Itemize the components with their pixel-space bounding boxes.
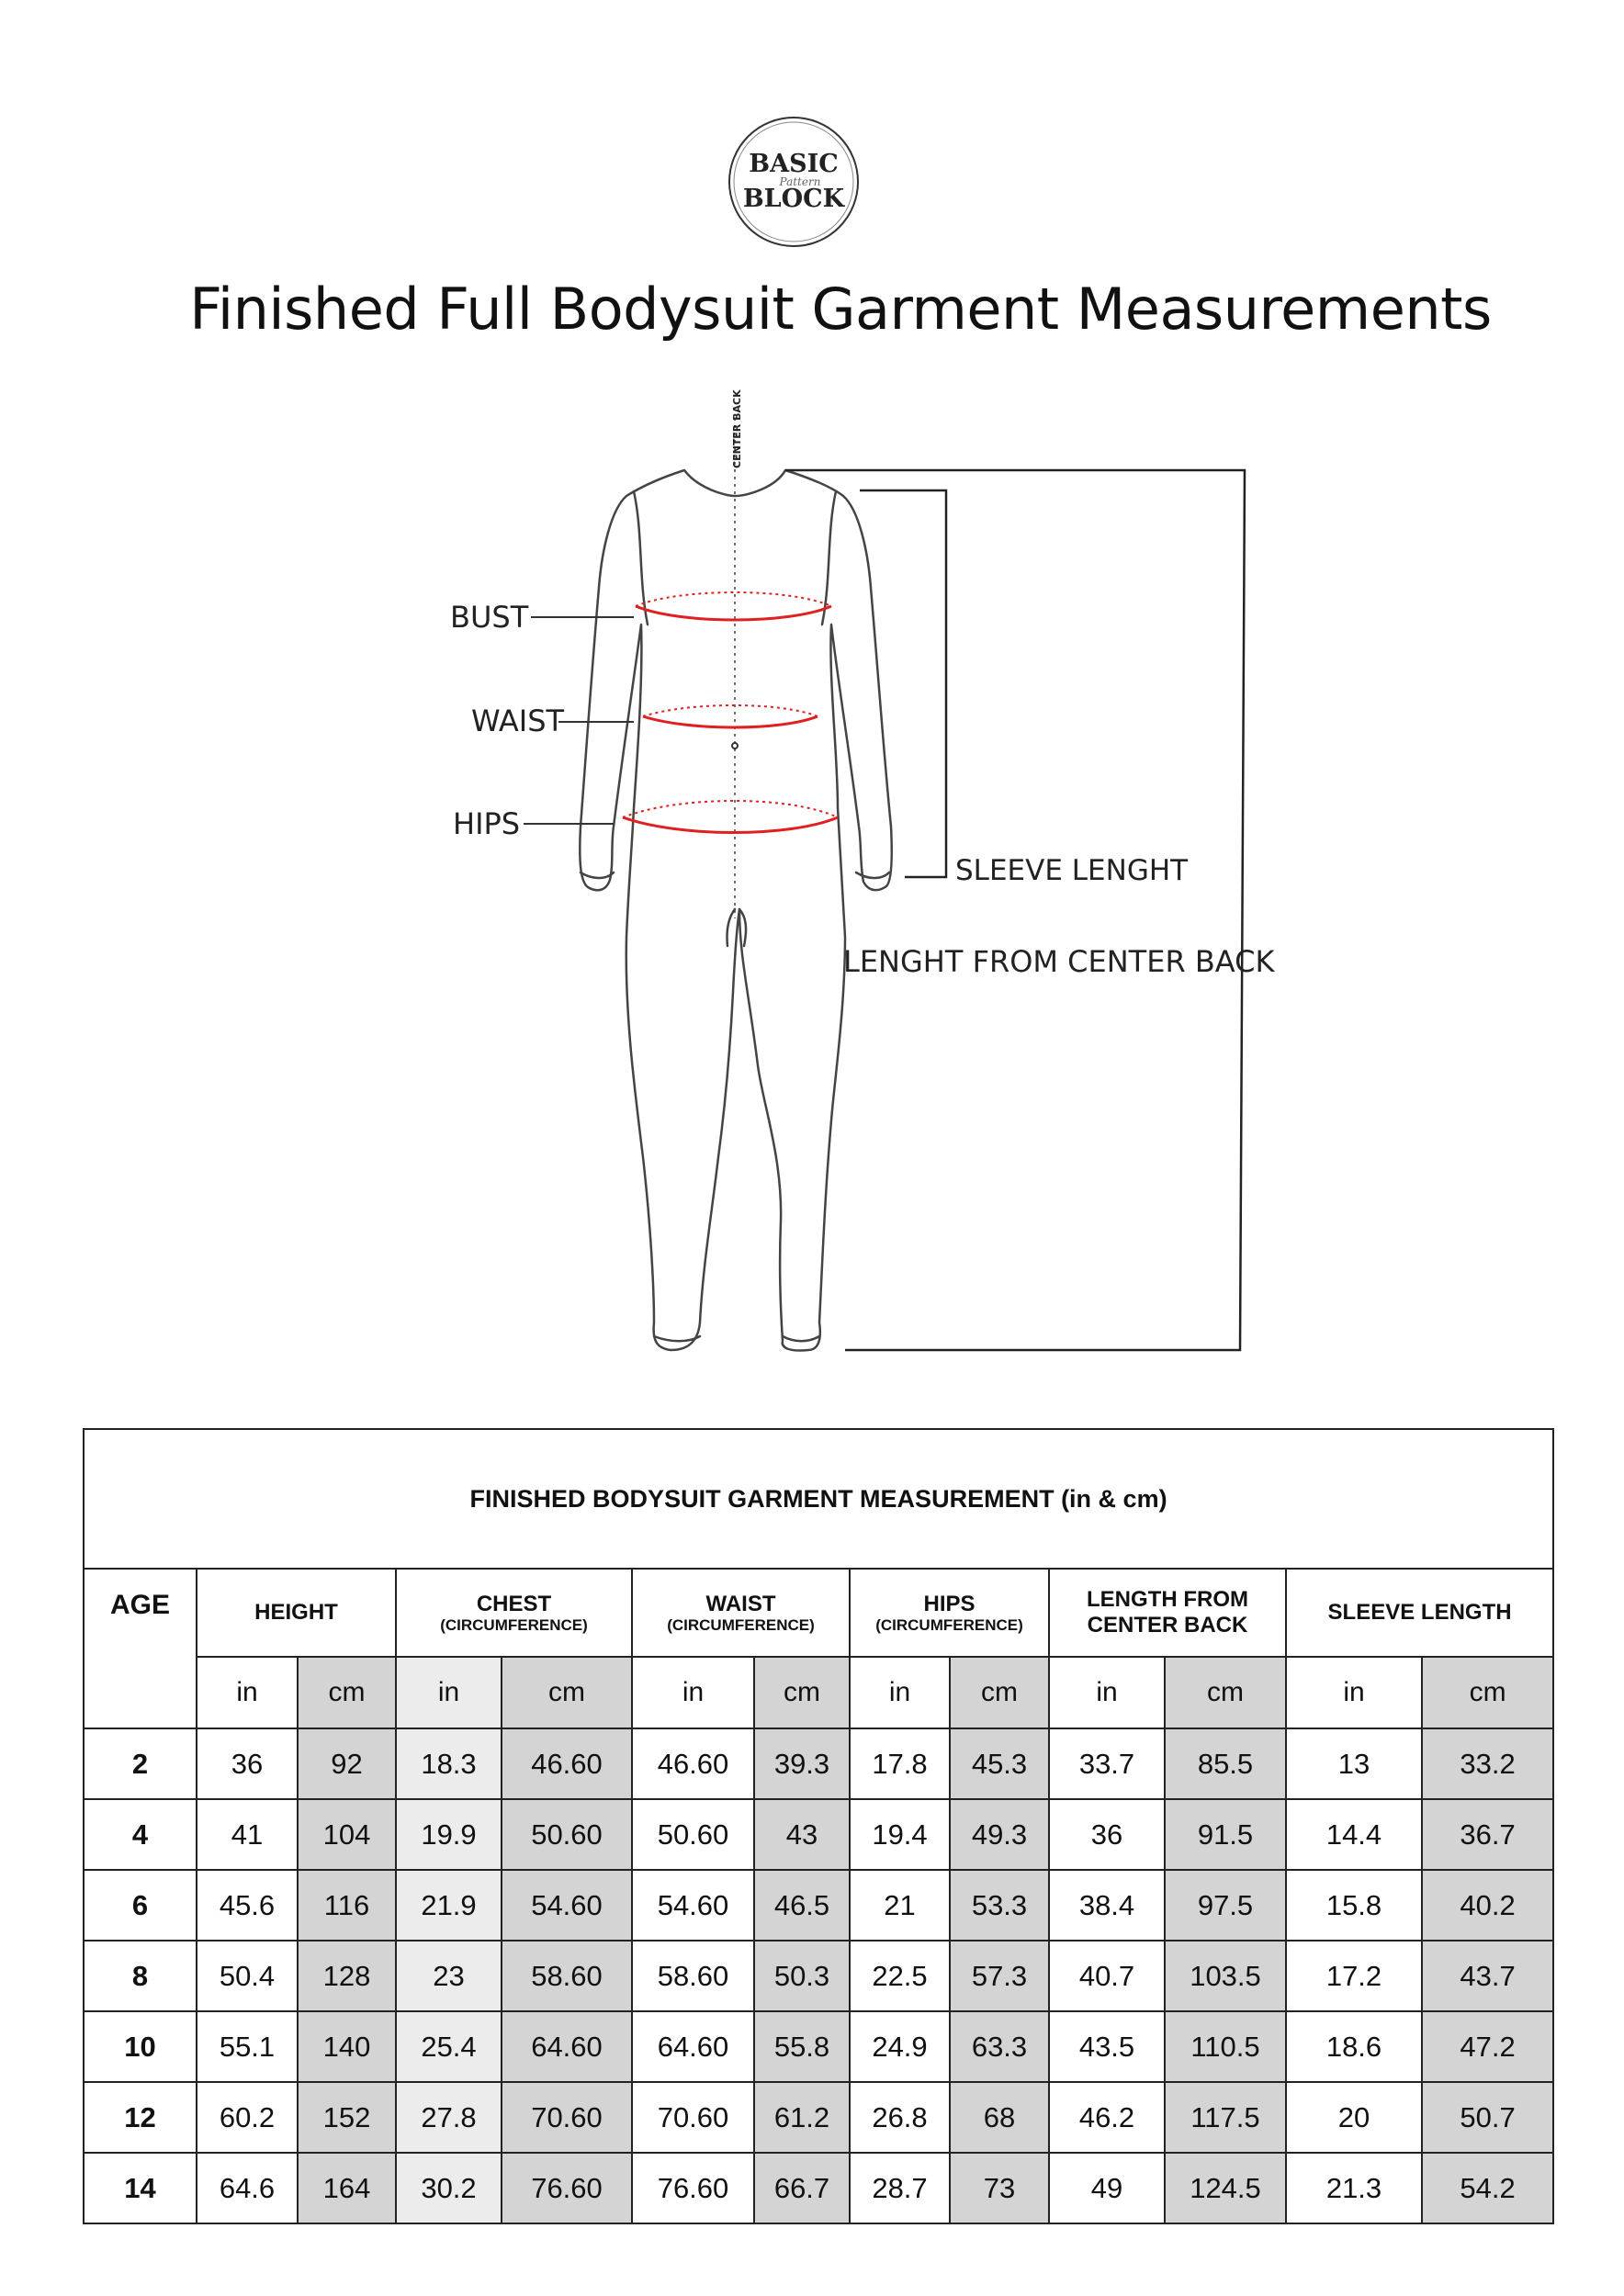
value-cell: 41 bbox=[197, 1799, 298, 1870]
measurement-table-wrap bbox=[83, 1428, 1552, 2224]
value-cell: 36 bbox=[197, 1728, 298, 1799]
value-cell: 124.5 bbox=[1165, 2153, 1286, 2223]
value-cell: 97.5 bbox=[1165, 1870, 1286, 1941]
logo-script: Pattern bbox=[779, 175, 821, 188]
logo-line-2: BLOCK bbox=[742, 185, 845, 213]
value-cell: 40.2 bbox=[1422, 1870, 1553, 1941]
value-cell: 46.2 bbox=[1049, 2082, 1165, 2153]
unit-cell: cm bbox=[1165, 1657, 1286, 1728]
value-cell: 15.8 bbox=[1286, 1870, 1422, 1941]
value-cell: 58.60 bbox=[632, 1941, 754, 2011]
age-cell: 4 bbox=[84, 1799, 197, 1870]
value-cell: 70.60 bbox=[632, 2082, 754, 2153]
value-cell: 50.60 bbox=[632, 1799, 754, 1870]
table-title: FINISHED BODYSUIT GARMENT MEASUREMENT (in & cm) bbox=[84, 1429, 1553, 1569]
value-cell: 14.4 bbox=[1286, 1799, 1422, 1870]
unit-cell: in bbox=[197, 1657, 298, 1728]
value-cell: 22.5 bbox=[850, 1941, 950, 2011]
value-cell: 68 bbox=[950, 2082, 1049, 2153]
value-cell: 36 bbox=[1049, 1799, 1165, 1870]
value-cell: 57.3 bbox=[950, 1941, 1049, 2011]
logo-line-1: BASIC bbox=[749, 150, 839, 178]
value-cell: 64.60 bbox=[632, 2011, 754, 2082]
value-cell: 24.9 bbox=[850, 2011, 950, 2082]
value-cell: 54.2 bbox=[1422, 2153, 1553, 2223]
value-cell: 73 bbox=[950, 2153, 1049, 2223]
value-cell: 30.2 bbox=[396, 2153, 502, 2223]
age-cell: 12 bbox=[84, 2082, 197, 2153]
center-back-label: CENTER BACK bbox=[731, 389, 743, 468]
value-cell: 40.7 bbox=[1049, 1941, 1165, 2011]
value-cell: 38.4 bbox=[1049, 1870, 1165, 1941]
value-cell: 45.3 bbox=[950, 1728, 1049, 1799]
value-cell: 50.60 bbox=[502, 1799, 632, 1870]
value-cell: 64.6 bbox=[197, 2153, 298, 2223]
value-cell: 36.7 bbox=[1422, 1799, 1553, 1870]
value-cell: 55.1 bbox=[197, 2011, 298, 2082]
value-cell: 91.5 bbox=[1165, 1799, 1286, 1870]
value-cell: 21.3 bbox=[1286, 2153, 1422, 2223]
length-from-center-back-label: LENGHT FROM CENTER BACK bbox=[843, 944, 1275, 979]
unit-cell: cm bbox=[1422, 1657, 1553, 1728]
unit-cell: cm bbox=[950, 1657, 1049, 1728]
value-cell: 92 bbox=[298, 1728, 396, 1799]
value-cell: 50.3 bbox=[754, 1941, 850, 2011]
value-cell: 46.5 bbox=[754, 1870, 850, 1941]
value-cell: 21 bbox=[850, 1870, 950, 1941]
value-cell: 43.5 bbox=[1049, 2011, 1165, 2082]
unit-cell: in bbox=[850, 1657, 950, 1728]
value-cell: 43.7 bbox=[1422, 1941, 1553, 2011]
waist-header: WAIST (CIRCUMFERENCE) bbox=[632, 1569, 850, 1657]
value-cell: 13 bbox=[1286, 1728, 1422, 1799]
value-cell: 17.2 bbox=[1286, 1941, 1422, 2011]
bust-label: BUST bbox=[450, 600, 529, 635]
chest-header: CHEST (CIRCUMFERENCE) bbox=[396, 1569, 632, 1657]
age-cell: 14 bbox=[84, 2153, 197, 2223]
value-cell: 64.60 bbox=[502, 2011, 632, 2082]
age-header: AGE bbox=[84, 1569, 197, 1728]
table-row bbox=[84, 1870, 1553, 1941]
value-cell: 152 bbox=[298, 2082, 396, 2153]
sleeve-length-label: SLEEVE LENGHT bbox=[955, 854, 1189, 887]
value-cell: 54.60 bbox=[632, 1870, 754, 1941]
value-cell: 164 bbox=[298, 2153, 396, 2223]
sleeve-header: SLEEVE LENGTH bbox=[1286, 1569, 1553, 1657]
value-cell: 46.60 bbox=[632, 1728, 754, 1799]
value-cell: 53.3 bbox=[950, 1870, 1049, 1941]
hips-line bbox=[623, 817, 838, 833]
unit-cell: cm bbox=[502, 1657, 632, 1728]
table-row bbox=[84, 1728, 1553, 1799]
value-cell: 49.3 bbox=[950, 1799, 1049, 1870]
height-header: HEIGHT bbox=[197, 1569, 396, 1657]
value-cell: 23 bbox=[396, 1941, 502, 2011]
value-cell: 20 bbox=[1286, 2082, 1422, 2153]
value-cell: 46.60 bbox=[502, 1728, 632, 1799]
unit-cell: cm bbox=[754, 1657, 850, 1728]
unit-cell: in bbox=[632, 1657, 754, 1728]
value-cell: 33.7 bbox=[1049, 1728, 1165, 1799]
value-cell: 70.60 bbox=[502, 2082, 632, 2153]
measurement-table bbox=[83, 1428, 1554, 2224]
value-cell: 76.60 bbox=[502, 2153, 632, 2223]
value-cell: 27.8 bbox=[396, 2082, 502, 2153]
waist-line bbox=[643, 716, 818, 727]
age-cell: 6 bbox=[84, 1870, 197, 1941]
sleeve-length-bracket bbox=[860, 490, 946, 877]
value-cell: 25.4 bbox=[396, 2011, 502, 2082]
value-cell: 104 bbox=[298, 1799, 396, 1870]
value-cell: 110.5 bbox=[1165, 2011, 1286, 2082]
value-cell: 47.2 bbox=[1422, 2011, 1553, 2082]
table-row bbox=[84, 1799, 1553, 1870]
unit-cell: cm bbox=[298, 1657, 396, 1728]
value-cell: 49 bbox=[1049, 2153, 1165, 2223]
value-cell: 117.5 bbox=[1165, 2082, 1286, 2153]
table-body bbox=[84, 1728, 1553, 2223]
value-cell: 50.4 bbox=[197, 1941, 298, 2011]
waist-label: WAIST bbox=[471, 703, 565, 738]
value-cell: 66.7 bbox=[754, 2153, 850, 2223]
value-cell: 85.5 bbox=[1165, 1728, 1286, 1799]
age-cell: 8 bbox=[84, 1941, 197, 2011]
age-cell: 2 bbox=[84, 1728, 197, 1799]
value-cell: 140 bbox=[298, 2011, 396, 2082]
page-title: Finished Full Bodysuit Garment Measurements bbox=[189, 276, 1492, 343]
value-cell: 45.6 bbox=[197, 1870, 298, 1941]
value-cell: 18.6 bbox=[1286, 2011, 1422, 2082]
hips-header: HIPS (CIRCUMFERENCE) bbox=[850, 1569, 1049, 1657]
unit-cell: in bbox=[1049, 1657, 1165, 1728]
units-row bbox=[84, 1657, 1553, 1728]
value-cell: 103.5 bbox=[1165, 1941, 1286, 2011]
value-cell: 76.60 bbox=[632, 2153, 754, 2223]
bodysuit-outline bbox=[580, 470, 891, 1351]
value-cell: 21.9 bbox=[396, 1870, 502, 1941]
value-cell: 26.8 bbox=[850, 2082, 950, 2153]
bust-line bbox=[636, 606, 831, 620]
value-cell: 33.2 bbox=[1422, 1728, 1553, 1799]
value-cell: 63.3 bbox=[950, 2011, 1049, 2082]
length-from-center-back-bracket bbox=[785, 470, 1245, 1350]
value-cell: 19.4 bbox=[850, 1799, 950, 1870]
value-cell: 18.3 bbox=[396, 1728, 502, 1799]
value-cell: 128 bbox=[298, 1941, 396, 2011]
value-cell: 19.9 bbox=[396, 1799, 502, 1870]
unit-cell: in bbox=[396, 1657, 502, 1728]
value-cell: 60.2 bbox=[197, 2082, 298, 2153]
value-cell: 61.2 bbox=[754, 2082, 850, 2153]
value-cell: 54.60 bbox=[502, 1870, 632, 1941]
value-cell: 58.60 bbox=[502, 1941, 632, 2011]
table-row bbox=[84, 2011, 1553, 2082]
value-cell: 28.7 bbox=[850, 2153, 950, 2223]
hips-label: HIPS bbox=[453, 806, 521, 841]
value-cell: 43 bbox=[754, 1799, 850, 1870]
unit-cell: in bbox=[1286, 1657, 1422, 1728]
table-row bbox=[84, 1941, 1553, 2011]
value-cell: 39.3 bbox=[754, 1728, 850, 1799]
age-cell: 10 bbox=[84, 2011, 197, 2082]
table-row bbox=[84, 2153, 1553, 2223]
value-cell: 50.7 bbox=[1422, 2082, 1553, 2153]
value-cell: 17.8 bbox=[850, 1728, 950, 1799]
length-header: LENGTH FROM CENTER BACK bbox=[1049, 1569, 1286, 1657]
value-cell: 55.8 bbox=[754, 2011, 850, 2082]
value-cell: 116 bbox=[298, 1870, 396, 1941]
table-row bbox=[84, 2082, 1553, 2153]
